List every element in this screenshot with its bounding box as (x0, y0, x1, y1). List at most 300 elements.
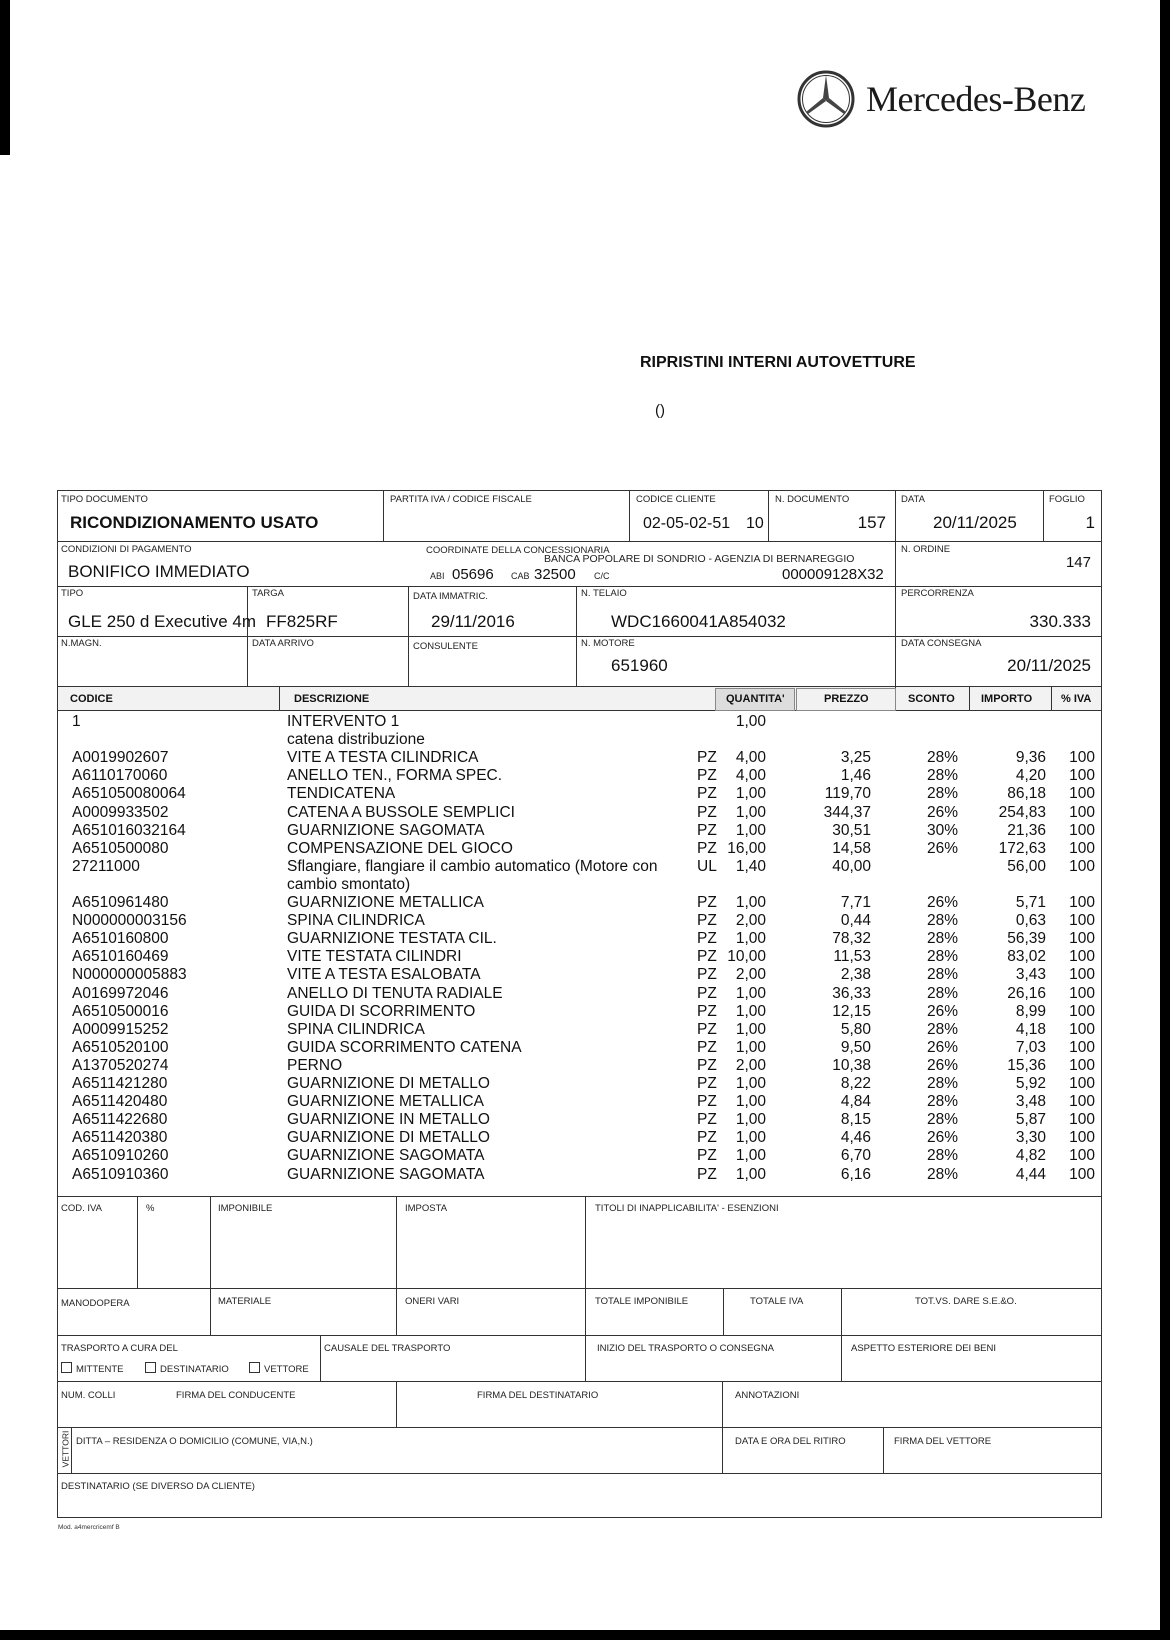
cell-quantita: 1,00 (735, 1165, 766, 1183)
cell-quantita: 16,00 (727, 839, 766, 857)
cell-quantita: 1,00 (735, 785, 766, 803)
cell-prezzo: 6,16 (840, 1165, 871, 1183)
n-motore-label: N. MOTORE (581, 638, 635, 649)
table-row (58, 1111, 1101, 1129)
cell-prezzo: 7,71 (840, 894, 871, 911)
cell-importo: 5,71 (1015, 894, 1046, 911)
cell-importo: 254,83 (998, 803, 1046, 821)
cell-descrizione: ANELLO DI TENUTA RADIALE (287, 984, 503, 1002)
cell-iva: 100 (1069, 1093, 1095, 1111)
cell-sconto: 26% (926, 803, 958, 821)
table-row (58, 1147, 1101, 1165)
cell-descrizione: SPINA CILINDRICA (287, 912, 425, 930)
cell-iva: 100 (1069, 1111, 1095, 1129)
cell-codice: A0009933502 (72, 803, 169, 821)
cell-importo: 3,43 (1015, 966, 1046, 984)
cell-quantita: 1,00 (735, 1002, 766, 1020)
table-row (58, 785, 1101, 803)
table-row (58, 1129, 1101, 1147)
cell-prezzo: 10,38 (832, 1056, 871, 1074)
abi-label: ABI (430, 571, 445, 581)
cell-sconto: 26% (926, 1002, 958, 1020)
col-quantita: QUANTITA' (726, 693, 785, 705)
cell-um: PZ (697, 1165, 717, 1183)
cell-codice: A6510500016 (72, 1002, 169, 1020)
tot-vs-dare-label: TOT.VS. DARE S.E.&O. (915, 1296, 1017, 1307)
mittente-option[interactable]: MITTENTE (61, 1362, 124, 1375)
cell-codice: A6510961480 (72, 894, 169, 911)
num-colli-label: NUM. COLLI (61, 1390, 116, 1401)
cell-um: PZ (697, 984, 717, 1002)
condizioni-pagamento-value: BONIFICO IMMEDIATO (68, 562, 250, 581)
data-consegna-value: 20/11/2025 (1007, 656, 1091, 675)
cell-iva: 100 (1069, 857, 1095, 875)
cell-quantita: 1,40 (735, 857, 766, 875)
cell-sconto: 28% (926, 1147, 958, 1165)
table-row (58, 966, 1101, 984)
cell-prezzo: 8,22 (840, 1075, 871, 1092)
cell-iva: 100 (1069, 1020, 1095, 1038)
firma-conducente-label: FIRMA DEL CONDUCENTE (176, 1390, 296, 1401)
materiale-label: MATERIALE (218, 1296, 272, 1307)
cell-codice: A6510160800 (72, 930, 169, 948)
manodopera-label: MANODOPERA (61, 1298, 130, 1309)
cell-descrizione: VITE A TESTA CILINDRICA (287, 749, 479, 767)
cell-iva: 100 (1069, 912, 1095, 930)
cell-sconto: 28% (926, 1093, 958, 1111)
cell-sconto: 28% (926, 767, 958, 785)
data-ora-ritiro-label: DATA E ORA DEL RITIRO (735, 1436, 846, 1447)
cell-um: PZ (697, 1075, 717, 1092)
cell-um: PZ (697, 894, 717, 911)
vettori-label: VETTORI (60, 1430, 71, 1468)
vettore-option[interactable]: VETTORE (249, 1362, 309, 1375)
cell-iva: 100 (1069, 1056, 1095, 1074)
cell-descrizione: GUARNIZIONE METALLICA (287, 1093, 484, 1111)
cell-sconto: 26% (926, 894, 958, 911)
cell-quantita: 4,00 (735, 749, 766, 767)
cell-codice: A0019902607 (72, 749, 169, 767)
cell-codice: A6510160469 (72, 948, 169, 966)
cell-prezzo: 78,32 (832, 930, 871, 948)
table-row (58, 912, 1101, 930)
cell-quantita: 1,00 (735, 1147, 766, 1165)
cell-um: PZ (697, 966, 717, 984)
targa-label: TARGA (252, 588, 285, 599)
cell-descrizione: Sflangiare, flangiare il cambio automatico (Motore con (287, 857, 658, 875)
annotazioni-label: ANNOTAZIONI (735, 1390, 800, 1401)
cell-prezzo: 4,46 (840, 1129, 871, 1147)
consulente-label: CONSULENTE (413, 641, 478, 652)
col-descrizione: DESCRIZIONE (294, 693, 370, 705)
table-row (58, 1075, 1101, 1093)
cell-descrizione: GUARNIZIONE DI METALLO (287, 1129, 490, 1147)
totale-imponibile-label: TOTALE IMPONIBILE (595, 1296, 689, 1307)
trasporto-cura-label: TRASPORTO A CURA DEL (61, 1343, 178, 1354)
cell-descrizione: GUIDA SCORRIMENTO CATENA (287, 1038, 522, 1056)
oneri-vari-label: ONERI VARI (405, 1296, 460, 1307)
cell-codice: A651050080064 (72, 785, 186, 803)
cell-sconto: 26% (926, 1129, 958, 1147)
cell-iva: 100 (1069, 749, 1095, 767)
document-frame (57, 490, 1102, 1518)
cell-codice: A0169972046 (72, 984, 169, 1002)
data-label: DATA (901, 494, 925, 505)
cell-sconto: 26% (926, 839, 958, 857)
cell-prezzo: 12,15 (832, 1002, 871, 1020)
n-telaio-value: WDC1660041A854032 (611, 612, 786, 631)
data-arrivo-label: DATA ARRIVO (252, 638, 314, 649)
cell-descrizione: GUIDA DI SCORRIMENTO (287, 1002, 476, 1020)
tipo-documento-value: RICONDIZIONAMENTO USATO (70, 513, 319, 532)
cell-um: PZ (697, 839, 717, 857)
cell-descrizione: ANELLO TEN., FORMA SPEC. (287, 767, 503, 785)
table-row (58, 1166, 1101, 1184)
table-row (58, 1093, 1101, 1111)
table-row (58, 894, 1101, 912)
cell-um: PZ (697, 1038, 717, 1056)
cell-descrizione: GUARNIZIONE METALLICA (287, 894, 484, 911)
cell-prezzo: 2,38 (840, 966, 871, 984)
inizio-trasporto-label: INIZIO DEL TRASPORTO O CONSEGNA (597, 1343, 775, 1354)
cell-descrizione: COMPENSAZIONE DEL GIOCO (287, 839, 513, 857)
banca-name: BANCA POPOLARE DI SONDRIO - AGENZIA DI BERNAREGGIO (544, 553, 855, 565)
cell-iva: 100 (1069, 1129, 1095, 1147)
page-title: RIPRISTINI INTERNI AUTOVETTURE (640, 354, 916, 371)
col-sconto: SCONTO (908, 693, 955, 705)
cell-importo: 3,30 (1015, 1129, 1046, 1147)
cell-descrizione: GUARNIZIONE TESTATA CIL. (287, 930, 497, 948)
table-body (58, 713, 1101, 1183)
cell-descrizione: PERNO (287, 1056, 343, 1074)
cell-codice: A651016032164 (72, 821, 186, 839)
cell-prezzo: 344,37 (823, 803, 871, 821)
cell-sconto: 28% (926, 1111, 958, 1129)
cell-descrizione: GUARNIZIONE IN METALLO (287, 1111, 490, 1129)
table-row (58, 1021, 1101, 1039)
cell-descrizione: GUARNIZIONE SAGOMATA (287, 1165, 485, 1183)
brand-logo (796, 64, 1085, 134)
cell-importo: 4,18 (1015, 1020, 1046, 1038)
cell-iva: 100 (1069, 803, 1095, 821)
cell-prezzo: 11,53 (833, 948, 871, 966)
table-row (58, 985, 1101, 1003)
cell-sconto: 26% (926, 1038, 958, 1056)
model-code: Mod. a4mercricemf B (58, 1524, 120, 1531)
cell-descrizione: TENDICATENA (287, 785, 396, 803)
cell-quantita: 10,00 (727, 948, 766, 966)
cell-prezzo: 119,70 (824, 785, 871, 803)
cell-codice: 1 (72, 713, 81, 730)
table-row (58, 840, 1101, 858)
cell-quantita: 1,00 (735, 1020, 766, 1038)
col-prezzo: PREZZO (824, 693, 869, 705)
cell-prezzo: 14,58 (832, 839, 871, 857)
cell-codice: N000000005883 (72, 966, 187, 984)
data-immatric-label: DATA IMMATRIC. (413, 591, 488, 602)
mittente-checkbox[interactable] (61, 1362, 72, 1373)
cell-quantita: 2,00 (735, 1056, 766, 1074)
cell-um: PZ (697, 1147, 717, 1165)
cc-label: C/C (594, 571, 610, 581)
cell-quantita: 1,00 (735, 1093, 766, 1111)
n-ordine-label: N. ORDINE (901, 544, 951, 555)
destinatario-option[interactable]: DESTINATARIO (145, 1362, 229, 1375)
cell-quantita: 2,00 (735, 912, 766, 930)
cell-prezzo: 0,44 (840, 912, 871, 930)
cell-sconto: 30% (926, 821, 958, 839)
cell-codice: A6511422680 (72, 1111, 168, 1129)
cell-quantita: 1,00 (735, 1075, 766, 1092)
cell-prezzo: 30,51 (832, 821, 871, 839)
cell-descrizione: cambio smontato) (287, 875, 411, 893)
cell-sconto: 28% (926, 1075, 958, 1092)
cell-quantita: 1,00 (735, 803, 766, 821)
n-magn-label: N.MAGN. (61, 638, 102, 649)
condizioni-pagamento-label: CONDIZIONI DI PAGAMENTO (61, 544, 192, 555)
cell-um: PZ (697, 1129, 717, 1147)
partita-iva-label: PARTITA IVA / CODICE FISCALE (390, 494, 532, 505)
cc-value: 000009128X32 (782, 566, 884, 583)
codice-cliente-label: CODICE CLIENTE (636, 494, 716, 505)
n-documento-value: 157 (857, 513, 886, 532)
page-subtitle: () (655, 402, 665, 419)
cell-quantita: 1,00 (735, 1129, 766, 1147)
cell-codice: A6511420480 (72, 1093, 168, 1111)
cell-iva: 100 (1069, 1075, 1095, 1092)
cell-descrizione: CATENA A BUSSOLE SEMPLICI (287, 803, 515, 821)
cell-codice: A6510520100 (72, 1038, 169, 1056)
cab-value: 32500 (534, 566, 576, 583)
cell-importo: 4,20 (1015, 767, 1046, 785)
cell-sconto: 28% (926, 948, 958, 966)
cell-descrizione: catena distribuzione (287, 731, 425, 749)
cell-codice: N000000003156 (72, 912, 187, 930)
table-row (58, 731, 1101, 749)
cell-prezzo: 8,15 (840, 1111, 871, 1129)
perc-label: % (146, 1203, 155, 1214)
ditta-label: DITTA – RESIDENZA O DOMICILIO (COMUNE, VIA,N.) (76, 1436, 313, 1447)
cell-quantita: 1,00 (735, 984, 766, 1002)
cell-importo: 5,87 (1015, 1111, 1046, 1129)
cell-iva: 100 (1069, 1165, 1095, 1183)
cell-importo: 5,92 (1015, 1075, 1046, 1092)
cell-sconto: 28% (926, 912, 958, 930)
cell-importo: 8,99 (1015, 1002, 1046, 1020)
cell-codice: A6510910260 (72, 1147, 169, 1165)
aspetto-beni-label: ASPETTO ESTERIORE DEI BENI (851, 1343, 996, 1354)
table-row (58, 804, 1101, 822)
imposta-label: IMPOSTA (405, 1203, 448, 1214)
cell-sconto: 28% (926, 785, 958, 803)
cell-importo: 15,36 (1007, 1056, 1046, 1074)
scan-edge-left (0, 0, 10, 155)
cell-prezzo: 40,00 (832, 857, 871, 875)
cell-importo: 56,39 (1007, 930, 1046, 948)
destinatario-checkbox[interactable] (145, 1362, 156, 1373)
cell-descrizione: GUARNIZIONE SAGOMATA (287, 821, 485, 839)
cell-descrizione: VITE TESTATA CILINDRI (287, 948, 462, 966)
coordinate-label: COORDINATE DELLA CONCESSIONARIA (426, 545, 610, 556)
cell-codice: 27211000 (72, 857, 140, 875)
cell-iva: 100 (1069, 984, 1095, 1002)
causale-trasporto-label: CAUSALE DEL TRASPORTO (324, 1343, 451, 1354)
cell-codice: A1370520274 (72, 1056, 169, 1074)
cell-iva: 100 (1069, 821, 1095, 839)
cell-quantita: 1,00 (735, 894, 766, 911)
data-consegna-label: DATA CONSEGNA (901, 638, 982, 649)
table-row (58, 713, 1101, 731)
totale-iva-label: TOTALE IVA (750, 1296, 804, 1307)
cell-prezzo: 6,70 (840, 1147, 871, 1165)
cell-codice: A6511420380 (72, 1129, 168, 1147)
cell-sconto: 28% (926, 930, 958, 948)
cell-prezzo: 4,84 (840, 1093, 871, 1111)
cell-prezzo: 9,50 (840, 1038, 871, 1056)
cell-um: PZ (697, 912, 717, 930)
cell-importo: 0,63 (1015, 912, 1046, 930)
cell-codice: A6510910360 (72, 1165, 169, 1183)
col-codice: CODICE (70, 693, 113, 705)
col-iva: % IVA (1061, 693, 1092, 705)
tipo-label: TIPO (61, 588, 84, 599)
cell-sconto: 28% (926, 749, 958, 767)
table-row (58, 822, 1101, 840)
cell-quantita: 4,00 (735, 767, 766, 785)
cell-descrizione: GUARNIZIONE DI METALLO (287, 1075, 490, 1092)
cell-um: PZ (697, 767, 717, 785)
cell-iva: 100 (1069, 894, 1095, 911)
three-pointed-star-icon (796, 69, 856, 129)
cell-importo: 4,44 (1015, 1165, 1046, 1183)
table-row (58, 876, 1101, 894)
titoli-label: TITOLI DI INAPPLICABILITA' - ESENZIONI (595, 1203, 779, 1214)
cell-prezzo: 3,25 (840, 749, 871, 767)
cell-iva: 100 (1069, 1038, 1095, 1056)
percorrenza-label: PERCORRENZA (901, 588, 974, 599)
cell-importo: 56,00 (1007, 857, 1046, 875)
cell-quantita: 1,00 (735, 1111, 766, 1129)
table-row (58, 749, 1101, 767)
firma-destinatario-label: FIRMA DEL DESTINATARIO (477, 1390, 599, 1401)
cell-prezzo: 36,33 (832, 984, 871, 1002)
cell-um: UL (697, 857, 717, 875)
cell-descrizione: GUARNIZIONE SAGOMATA (287, 1147, 485, 1165)
data-value: 20/11/2025 (933, 513, 1017, 532)
cell-codice: A6510500080 (72, 839, 169, 857)
cell-um: PZ (697, 948, 717, 966)
table-row (58, 930, 1101, 948)
firma-vettore-label: FIRMA DEL VETTORE (894, 1436, 992, 1447)
cell-quantita: 1,00 (735, 713, 766, 730)
codice-cliente-suffix: 10 (746, 515, 764, 532)
cell-prezzo: 5,80 (840, 1020, 871, 1038)
cell-importo: 21,36 (1007, 821, 1046, 839)
cell-um: PZ (697, 930, 717, 948)
table-row (58, 858, 1101, 876)
col-importo: IMPORTO (981, 693, 1033, 705)
cell-um: PZ (697, 1111, 717, 1129)
cell-um: PZ (697, 1056, 717, 1074)
imponibile-label: IMPONIBILE (218, 1203, 273, 1214)
cell-importo: 4,82 (1015, 1147, 1046, 1165)
cell-quantita: 1,00 (735, 821, 766, 839)
brand-name: Mercedes-Benz (866, 79, 1086, 119)
cell-prezzo: 1,46 (840, 767, 871, 785)
cell-codice: A6511421280 (72, 1075, 168, 1092)
table-row (58, 1039, 1101, 1057)
cell-descrizione: INTERVENTO 1 (287, 713, 400, 730)
cell-iva: 100 (1069, 767, 1095, 785)
data-immatric-value: 29/11/2016 (431, 612, 515, 631)
cell-sconto: 28% (926, 1020, 958, 1038)
scan-edge-bottom (0, 1630, 1170, 1640)
tipo-value: GLE 250 d Executive 4m (68, 612, 257, 631)
cab-label: CAB (511, 571, 530, 581)
cell-importo: 9,36 (1015, 749, 1046, 767)
cell-um: PZ (697, 1093, 717, 1111)
cell-importo: 172,63 (998, 839, 1046, 857)
cell-iva: 100 (1069, 1002, 1095, 1020)
table-row (58, 948, 1101, 966)
cell-iva: 100 (1069, 1147, 1095, 1165)
foglio-label: FOGLIO (1049, 494, 1085, 505)
cell-um: PZ (697, 1002, 717, 1020)
destinatario-diverso-label: DESTINATARIO (SE DIVERSO DA CLIENTE) (61, 1481, 255, 1492)
cell-um: PZ (697, 785, 717, 803)
cell-importo: 7,03 (1015, 1038, 1046, 1056)
cell-quantita: 1,00 (735, 930, 766, 948)
n-telaio-label: N. TELAIO (581, 588, 627, 599)
cell-iva: 100 (1069, 930, 1095, 948)
cell-descrizione: VITE A TESTA ESALOBATA (287, 966, 481, 984)
cell-iva: 100 (1069, 839, 1095, 857)
foglio-value: 1 (1085, 513, 1095, 532)
cell-quantita: 2,00 (735, 966, 766, 984)
codice-cliente-value: 02-05-02-51 (643, 515, 731, 532)
percorrenza-value: 330.333 (1029, 612, 1091, 631)
cell-codice: A6110170060 (72, 767, 168, 785)
abi-value: 05696 (452, 566, 494, 583)
cell-um: PZ (697, 803, 717, 821)
cell-importo: 3,48 (1015, 1093, 1046, 1111)
n-ordine-value: 147 (1065, 554, 1091, 571)
cell-codice: A0009915252 (72, 1020, 169, 1038)
cell-importo: 86,18 (1007, 785, 1046, 803)
targa-value: FF825RF (266, 612, 338, 631)
cell-iva: 100 (1069, 966, 1095, 984)
cell-sconto: 28% (926, 1165, 958, 1183)
vettore-checkbox[interactable] (249, 1362, 260, 1373)
cell-iva: 100 (1069, 948, 1095, 966)
cell-sconto: 28% (926, 984, 958, 1002)
cell-importo: 26,16 (1007, 984, 1046, 1002)
cell-importo: 83,02 (1007, 948, 1046, 966)
cell-sconto: 26% (926, 1056, 958, 1074)
table-row (58, 767, 1101, 785)
cell-sconto: 28% (926, 966, 958, 984)
cell-um: PZ (697, 1020, 717, 1038)
table-row (58, 1003, 1101, 1021)
cell-iva: 100 (1069, 785, 1095, 803)
table-row (58, 1057, 1101, 1075)
cell-um: PZ (697, 749, 717, 767)
cell-descrizione: SPINA CILINDRICA (287, 1020, 425, 1038)
cell-um: PZ (697, 821, 717, 839)
tipo-documento-label: TIPO DOCUMENTO (61, 494, 148, 505)
n-documento-label: N. DOCUMENTO (775, 494, 850, 505)
cell-quantita: 1,00 (735, 1038, 766, 1056)
